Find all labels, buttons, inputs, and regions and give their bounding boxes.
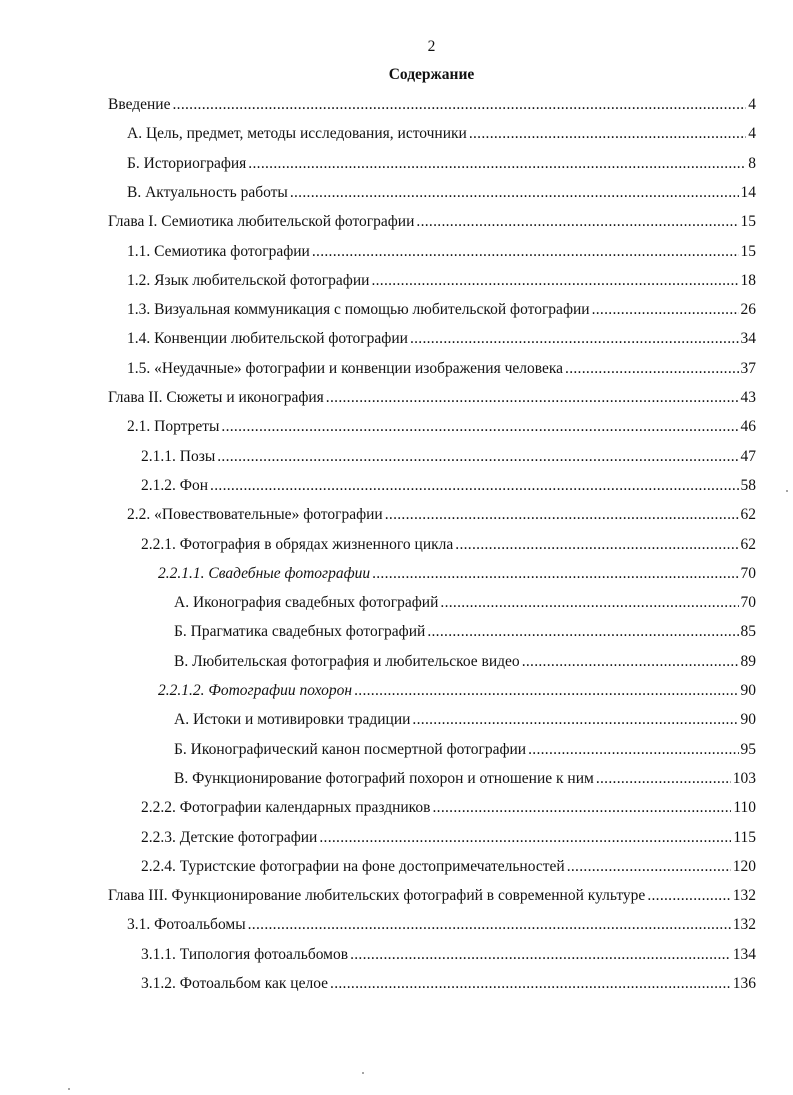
toc-leader-dots <box>350 944 731 966</box>
toc-entry-page: 18 <box>740 271 756 289</box>
toc-entry-title: Б. Прагматика свадебных фотографий <box>174 623 426 641</box>
toc-entry-title: 2.2.1.1. Свадебные фотографии <box>158 564 371 582</box>
toc-entry <box>127 299 756 321</box>
toc-entry-title: В. Актуальность работы <box>127 183 288 201</box>
toc-entry-title: 2.2.3. Детские фотографии <box>141 828 318 846</box>
toc-entry-title: В. Любительская фотография и любительское видео <box>174 652 520 670</box>
toc-leader-dots <box>319 827 731 849</box>
toc-leader-dots <box>427 621 738 643</box>
toc-leader-dots <box>371 270 738 292</box>
toc-leader-dots <box>567 856 731 878</box>
toc-entry <box>127 416 756 438</box>
toc-entry-title: А. Истоки и мотивировки традиции <box>174 711 411 729</box>
scan-speck <box>786 490 788 492</box>
toc-entry-page: 62 <box>740 535 756 553</box>
toc-entry <box>174 621 756 643</box>
toc-entry-title: 2.2. «Повествовательные» фотографии <box>127 506 383 524</box>
toc-entry-title: 2.2.4. Туристские фотографии на фоне достопримечательностей <box>141 857 565 875</box>
toc-leader-dots <box>248 153 746 175</box>
toc-leader-dots <box>248 914 731 936</box>
toc-leader-dots <box>416 211 738 233</box>
toc-entry-page: 62 <box>740 506 756 524</box>
toc-entry-title: 3.1. Фотоальбомы <box>127 916 246 934</box>
toc-entry-page: 103 <box>732 769 756 787</box>
toc-leader-dots <box>330 973 731 995</box>
toc-entry-page: 14 <box>740 183 756 201</box>
page-title: Содержание <box>388 66 475 83</box>
toc-entry-page: 4 <box>748 96 756 113</box>
scan-speck <box>362 1072 364 1074</box>
toc-entry-title: Введение <box>108 96 171 113</box>
toc-entry <box>127 241 756 263</box>
toc-entry-title: 1.5. «Неудачные» фотографии и конвенции изображения человека <box>127 359 564 377</box>
toc-entry-page: 132 <box>732 916 756 934</box>
toc-entry <box>108 387 756 409</box>
toc-leader-dots <box>410 328 739 350</box>
toc-entry-page: 37 <box>740 359 756 377</box>
toc-leader-dots <box>528 739 738 761</box>
toc-entry <box>174 768 756 790</box>
toc-entry <box>108 94 756 116</box>
toc-entry <box>127 358 756 380</box>
toc-entry <box>158 563 756 585</box>
toc-entry <box>127 328 756 350</box>
toc-entry-page: 90 <box>740 711 756 729</box>
toc-leader-dots <box>221 416 738 438</box>
toc-entry-page: 58 <box>740 476 756 494</box>
toc-entry-page: 136 <box>732 975 756 992</box>
toc-entry <box>174 739 756 761</box>
toc-entry <box>141 475 756 497</box>
toc-leader-dots <box>592 299 739 321</box>
toc-entry-title: Глава III. Функционирование любительских фотографий в современной культуре <box>108 887 646 905</box>
toc-entry-title: Глава II. Сюжеты и иконография <box>108 389 324 406</box>
toc-entry <box>141 973 756 995</box>
toc-leader-dots <box>372 563 738 585</box>
toc-leader-dots <box>354 680 738 702</box>
toc-entry-title: Глава I. Семиотика любительской фотографии <box>108 213 415 231</box>
toc-entry-page: 85 <box>740 623 756 641</box>
toc-entry <box>158 680 756 702</box>
toc-leader-dots <box>172 94 746 116</box>
toc-entry-title: 2.2.1.2. Фотографии похорон <box>158 682 353 699</box>
toc-entry <box>127 504 756 526</box>
toc-leader-dots <box>312 241 739 263</box>
toc-entry-page: 26 <box>740 301 756 319</box>
toc-entry <box>108 211 756 233</box>
toc-leader-dots <box>455 534 738 556</box>
toc-entry-page: 15 <box>740 242 756 260</box>
toc-entry-title: В. Функционирование фотографий похорон и отношение к ним <box>174 769 594 787</box>
toc-entry-title: 1.4. Конвенции любительской фотографии <box>127 330 408 348</box>
toc-entry <box>174 709 756 731</box>
toc-entry-title: 1.1. Семиотика фотографии <box>127 242 310 260</box>
toc-entry-title: 2.1. Портреты <box>127 418 220 436</box>
toc-leader-dots <box>217 446 738 468</box>
toc-entry-title: А. Цель, предмет, методы исследования, источники <box>127 125 467 143</box>
toc-entry <box>174 651 756 673</box>
toc-entry-title: 3.1.2. Фотоальбом как целое <box>141 975 329 992</box>
toc-entry <box>141 827 756 849</box>
toc-entry-page: 110 <box>733 799 756 817</box>
toc-entry-title: 1.3. Визуальная коммуникация с помощью любительской фотографии <box>127 301 590 319</box>
toc-entry-page: 90 <box>740 682 756 699</box>
page-number: 2 <box>427 38 436 55</box>
toc-entry <box>127 153 756 175</box>
toc-entry <box>108 885 756 907</box>
toc-entry-title: 3.1.1. Типология фотоальбомов <box>141 945 349 963</box>
toc-entry-page: 43 <box>740 389 756 406</box>
toc-entry-page: 132 <box>732 887 756 905</box>
toc-entry-title: 2.2.2. Фотографии календарных праздников <box>141 799 431 817</box>
toc-leader-dots <box>432 797 731 819</box>
toc-entry-title: Б. Историография <box>127 154 247 172</box>
toc-leader-dots <box>385 504 739 526</box>
toc-entry-page: 70 <box>740 594 756 612</box>
toc-entry-page: 47 <box>740 447 756 465</box>
toc-entry-title: А. Иконография свадебных фотографий <box>174 594 439 612</box>
toc-entry <box>174 592 756 614</box>
toc-entry-title: 2.1.1. Позы <box>141 447 216 465</box>
toc-entry-title: 1.2. Язык любительской фотографии <box>127 271 370 289</box>
toc-entry-page: 115 <box>733 828 756 846</box>
toc-entry-title: Б. Иконографический канон посмертной фотографии <box>174 740 527 758</box>
scan-speck <box>68 1088 70 1090</box>
toc-entry <box>141 856 756 878</box>
toc-entry-page: 4 <box>748 125 756 143</box>
toc-entry-page: 15 <box>740 213 756 231</box>
toc-entry-page: 8 <box>748 154 756 172</box>
toc-entry-page: 70 <box>740 564 756 582</box>
toc-entry-title: 2.1.2. Фон <box>141 476 209 494</box>
toc-leader-dots <box>647 885 730 907</box>
toc-entry <box>141 944 756 966</box>
toc-entry-page: 120 <box>732 857 756 875</box>
toc-leader-dots <box>210 475 738 497</box>
toc-leader-dots <box>596 768 731 790</box>
toc-entry <box>141 446 756 468</box>
toc-leader-dots <box>290 182 739 204</box>
toc-entry-page: 34 <box>740 330 756 348</box>
toc-leader-dots <box>412 709 738 731</box>
toc-leader-dots <box>565 358 738 380</box>
toc-entry-page: 89 <box>740 652 756 670</box>
toc-leader-dots <box>326 387 739 409</box>
toc-leader-dots <box>522 651 739 673</box>
toc-entry-title: 2.2.1. Фотография в обрядах жизненного цикла <box>141 535 454 553</box>
toc-entry <box>127 270 756 292</box>
toc-leader-dots <box>469 123 746 145</box>
toc-entry <box>141 797 756 819</box>
toc-entry-page: 46 <box>740 418 756 436</box>
toc-entry-page: 95 <box>740 740 756 758</box>
toc-entry <box>141 534 756 556</box>
toc-entry-page: 134 <box>732 945 756 963</box>
toc-leader-dots <box>440 592 738 614</box>
toc-entry <box>127 123 756 145</box>
toc-entry <box>127 182 756 204</box>
toc-entry <box>127 914 756 936</box>
